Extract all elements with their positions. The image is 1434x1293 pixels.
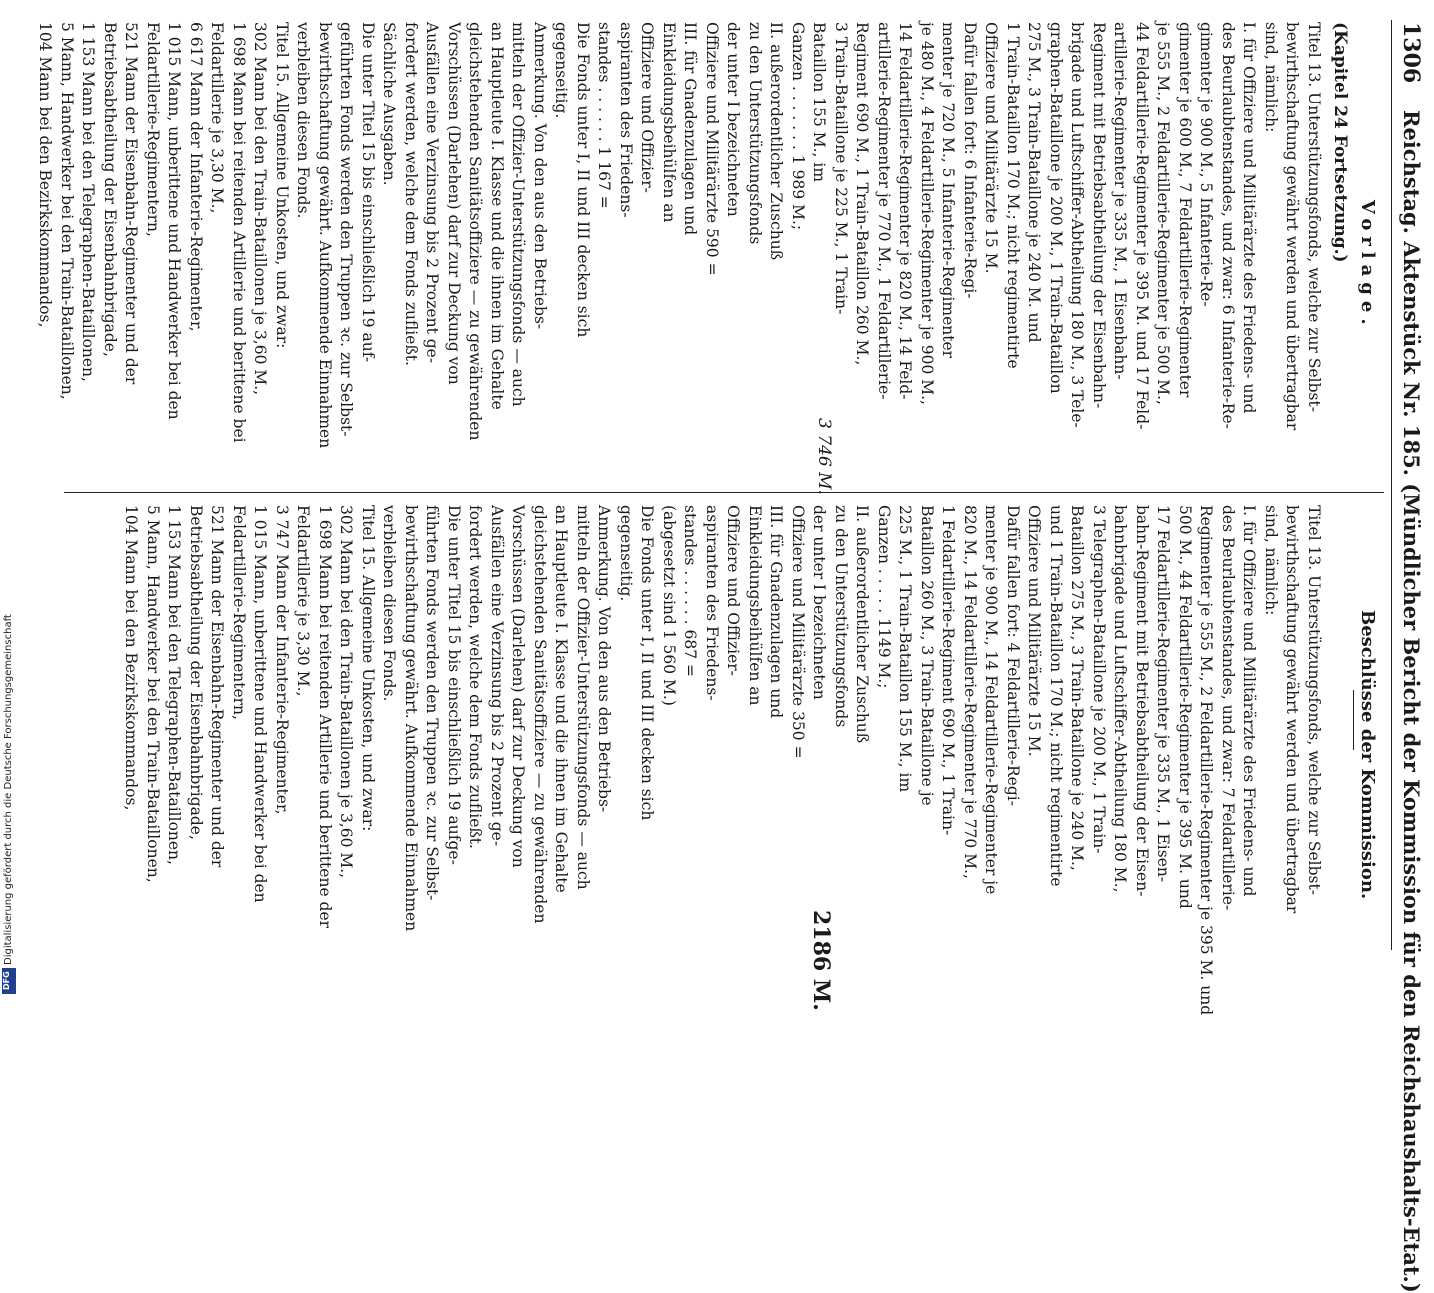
left-body-line: 275 M., 3 Train-Bataillone je 240 M. und xyxy=(1025,22,1044,343)
left-body-line: Offiziere und Militärärzte 590 = xyxy=(703,22,721,276)
page-number: 1306 xyxy=(1398,22,1424,84)
header-rule xyxy=(1391,20,1392,950)
right-body-line: Titel 15. Allgemeine Unkosten, und zwar: xyxy=(359,505,377,832)
left-body-line: bewirthschaftung gewährt werden und übertragbar xyxy=(1283,22,1302,431)
right-body-line: Die unter Titel 15 bis einschließlich 19 aufge- xyxy=(445,505,463,865)
left-body-line: 104 Mann bei den Bezirkskommandos, xyxy=(36,22,55,328)
right-body-line: Anmerkung. Von den aus den Betriebs- xyxy=(595,505,614,813)
left-body-line: Feldartillerie-Regimentern, xyxy=(144,22,162,237)
left-body-line: Anmerkung. Von den aus den Betriebs- xyxy=(531,22,549,330)
right-body-line: fordert werden, welche dem Fonds zufließt. xyxy=(466,505,485,849)
right-body-line: des Beurlaubtenstandes, und zwar: 7 Feldartillerie- xyxy=(1219,505,1237,911)
left-body-line: 1 015 Mann, unberittene und Handwerker bei den xyxy=(165,22,184,420)
footer-credit-strip xyxy=(0,0,18,1000)
right-body-line: 1 153 Mann bei den Telegraphen-Bataillonen, xyxy=(165,505,184,865)
left-body-line: menter je 720 M., 5 Infanterie-Regimenter xyxy=(939,22,958,359)
left-body-line: gegenseitig. xyxy=(552,22,571,119)
right-body-line: 3 747 Mann der Infanterie-Regimenter, xyxy=(273,505,291,815)
right-body-line: verbleiben diesen Fonds. xyxy=(380,505,399,702)
dfg-logo: DFG xyxy=(2,968,16,994)
right-body-line: 500 M., 44 Feldartillerie-Regimenter je 395 M. und xyxy=(1176,505,1194,909)
left-body-line: fordert werden, welche dem Fonds zufließt. xyxy=(402,22,420,366)
left-body-line: der unter I bezeichneten xyxy=(724,22,743,217)
left-body-line: III. für Gnadenzulagen und xyxy=(681,22,700,236)
right-body-line: menter je 900 M., 14 Feldartillerie-Regimenter je xyxy=(982,505,1001,895)
right-body-line: Die Fonds unter I, II und III decken sich xyxy=(638,505,657,821)
right-body-line: 3 Telegraphen-Bataillone je 200 M., 1 Train- xyxy=(1090,505,1108,854)
right-body-line: I. für Offiziere und Militärärzte des Friedens- und xyxy=(1240,505,1259,897)
right-body-line: (abgesetzt sind 1 560 M.) xyxy=(660,505,678,706)
right-body-line: mitteln der Offizier-Unterstützungsfonds — auch xyxy=(574,505,592,890)
left-body-line: bewirthschaftung gewährt. Aufkommende Einnahmen xyxy=(316,22,334,449)
left-body-line: Ganzen . . . . . . . 1 989 M.; xyxy=(789,22,807,231)
left-body-line: 14 Feldartillerie-Regimenter je 820 M., 14 Feld- xyxy=(896,22,915,400)
left-body-line: Titel 15. Allgemeine Unkosten, und zwar: xyxy=(273,22,291,349)
left-body-line: Regiment 690 M., 1 Train-Bataillon 260 M., xyxy=(853,22,872,366)
left-body-line: Regiment mit Betriebsabtheilung der Eisenbahn- xyxy=(1090,22,1108,409)
right-total: 2186 M. xyxy=(808,910,834,1011)
left-body-line: zu den Unterstützungsfonds xyxy=(746,22,764,245)
right-body-line: Bataillon 260 M., 3 Train-Bataillone je xyxy=(918,505,936,806)
left-total: 3 746 M. xyxy=(814,418,834,495)
left-body-line: Titel 13. Unterstützungsfonds, welche zur Selbst- xyxy=(1305,22,1323,412)
right-body-line: Offiziere und Militärärzte 350 = xyxy=(789,505,807,759)
right-body-line: Betriebsabtheilung der Eisenbahnbrigade, xyxy=(187,505,205,840)
left-body-line: Offiziere und Militärärzte 15 M. xyxy=(982,22,1001,274)
left-body-line: Betriebsabtheilung der Eisenbahnbrigade, xyxy=(101,22,119,357)
page-header-title: Reichstag. Aktenstück Nr. 185. (Mündlicher Bericht der Kommission für den Reichshaushalts-Etat.) xyxy=(1399,110,1424,1293)
right-body-line: bewirthschaftung gewährt. Aufkommende Einnahmen xyxy=(402,505,420,932)
left-body-line: 1 Train-Bataillon 170 M.; nicht regimentirte xyxy=(1004,22,1022,369)
left-body-line: sind, nämlich: xyxy=(1262,22,1280,133)
left-body-line: Sächliche Ausgaben. xyxy=(380,22,399,186)
right-body-line: Bataillon 275 M., 3 Train-Bataillone je 240 M., xyxy=(1068,505,1087,871)
right-body-line: und 1 Train-Bataillon 170 M.; nicht regimentirte xyxy=(1047,505,1065,887)
right-body-line: bahnbrigade und Luftschiffer-Abtheilung 180 M., xyxy=(1111,505,1130,893)
left-body-line: gleichstehenden Sanitätsoffiziere — zu gewährenden xyxy=(466,22,485,441)
left-body-line: 5 Mann, Handwerker bei den Train-Bataillonen, xyxy=(58,22,76,400)
right-body-line: 1 015 Mann, unberittene und Handwerker bei den xyxy=(251,505,270,903)
left-body-line: standes . . . . . . 1 167 = xyxy=(595,22,614,209)
right-body-line: 104 Mann bei den Bezirkskommandos, xyxy=(122,505,141,811)
right-body-line: Feldartillerie je 3,30 M., xyxy=(294,505,313,697)
left-body-line: 3 Train-Bataillone je 225 M., 1 Train- xyxy=(832,22,850,315)
left-body-line: 1 698 Mann bei reitenden Artillerie und berittene bei xyxy=(230,22,248,443)
left-body-line: Ausfällen eine Verzinsung bis 2 Prozent ge- xyxy=(423,22,442,364)
right-body-line: 225 M., 1 Train-Bataillon 155 M., im xyxy=(896,505,915,793)
right-body-line: standes . . . . . . 687 = xyxy=(681,505,700,678)
left-body-line: 521 Mann der Eisenbahn-Regimenter und der xyxy=(122,22,141,385)
right-body-line: 5 Mann, Handwerker bei den Train-Bataillonen, xyxy=(144,505,162,883)
right-body-line: sind, nämlich: xyxy=(1262,505,1280,616)
right-body-line: II. außerordentlicher Zuschuß xyxy=(853,505,872,744)
right-body-line: Offiziere und Militärärzte 15 M. xyxy=(1025,505,1044,757)
left-body-line: verbleiben diesen Fonds. xyxy=(294,22,313,219)
left-body-line: brigade und Luftschiffer-Abtheilung 180 M., 3 Tele- xyxy=(1068,22,1087,428)
right-body-line: der unter I bezeichneten xyxy=(810,505,829,700)
left-body-line: je 555 M., 2 Feldartillerie-Regimenter je 500 M., xyxy=(1154,22,1173,405)
left-body-line: Die Fonds unter I, II und III decken sich xyxy=(574,22,592,338)
right-body-line: bahn-Regiment mit Betriebsabtheilung der Eisen- xyxy=(1133,505,1151,897)
left-body-line: I. für Offiziere und Militärärzte des Friedens- und xyxy=(1240,22,1259,414)
left-body-line: Dafür fallen fort: 6 Infanterie-Regi- xyxy=(961,22,979,299)
left-body-line: Vorschüssen (Darlehen) darf zur Deckung von xyxy=(445,22,463,385)
right-body-line: 820 M., 14 Feldartillerie-Regimenter je 770 M., xyxy=(961,505,979,879)
right-heading: Beschlüsse der Kommission. xyxy=(1357,610,1378,900)
right-heading-underline xyxy=(1353,690,1354,750)
right-body-line: zu den Unterstützungsfonds xyxy=(832,505,850,728)
left-body-line: mitteln der Offizier-Unterstützungsfonds — auch xyxy=(509,22,528,407)
left-body-line: Die unter Titel 15 bis einschließlich 19 auf- xyxy=(359,22,377,363)
right-body-line: Feldartillerie-Regimentern, xyxy=(230,505,248,720)
left-heading: Vorlage. xyxy=(1357,200,1378,331)
left-body-line: II. außerordentlicher Zuschuß xyxy=(767,22,786,261)
left-body-line: des Beurlaubtenstandes, und zwar: 6 Infanterie-Re- xyxy=(1219,22,1237,429)
left-body-line: Bataillon 155 M., im xyxy=(810,22,829,183)
left-body-line: je 480 M., 4 Feldartillerie-Regimenter je 900 M., xyxy=(918,22,936,405)
left-body-line: gimenter je 900 M., 5 Infanterie-Re- xyxy=(1197,22,1216,307)
left-body-line: 6 617 Mann der Infanterie-Regimenter, xyxy=(187,22,205,332)
left-body-line: artillerie-Regimenter je 335 M., 1 Eisenbahn- xyxy=(1111,22,1130,380)
footer-credit-text: Digitalisierung gefördert durch die Deutsche Forschungsgemeinschaft xyxy=(3,614,14,965)
right-body-line: 521 Mann der Eisenbahn-Regimenter und der xyxy=(208,505,227,868)
right-body-line: Ausfällen eine Verzinsung bis 2 Prozent ge- xyxy=(488,505,506,847)
chapter-label: (Kapitel 24 Fortsetzung.) xyxy=(1330,22,1350,263)
left-body-line: Einkleidungsbeihülfen an xyxy=(660,22,678,223)
left-body-line: artillerie-Regimenter je 770 M., 1 Feldartillerie- xyxy=(875,22,893,400)
left-body-line: 302 Mann bei den Train-Bataillonen je 3,60 M., xyxy=(251,22,270,396)
left-body-line: gimenter je 600 M., 7 Feldartillerie-Regimenter xyxy=(1176,22,1194,398)
right-body-line: 1 698 Mann bei reitenden Artillerie und berittene der xyxy=(316,505,334,929)
right-body-line: aspiranten des Friedens- xyxy=(703,505,721,701)
column-divider xyxy=(64,492,1384,493)
right-body-line: Einkleidungsbeihülfen an xyxy=(746,505,764,706)
right-body-line: Regimenter je 555 M., 2 Feldartillerie-Regimenter je 395 M. und xyxy=(1197,505,1216,1016)
right-body-line: 17 Feldartillerie-Regimenter je 335 M., 1 Eisen- xyxy=(1154,505,1173,883)
left-body-line: 1 153 Mann bei den Telegraphen-Bataillonen, xyxy=(79,22,98,382)
right-body-line: 302 Mann bei den Train-Bataillonen je 3,60 M., xyxy=(337,505,356,879)
right-body-line: gegenseitig. xyxy=(617,505,635,602)
right-body-line: gleichstehenden Sanitätsoffiziere — zu gewährenden xyxy=(531,505,549,924)
right-body-line: Ganzen . . . . . 1149 M.; xyxy=(875,505,893,689)
left-body-line: Feldartillerie je 3,30 M., xyxy=(208,22,227,214)
right-body-line: Vorschüssen (Darlehen) darf zur Deckung von xyxy=(509,505,528,868)
right-body-line: an Hauptleute I. Klasse und die ihnen im Gehalte xyxy=(552,505,571,893)
right-body-line: bewirthschaftung gewährt werden und übertragbar xyxy=(1283,505,1302,914)
left-body-line: graphen-Bataillone je 200 M., 1 Train-Bataillon xyxy=(1047,22,1065,394)
left-body-line: Offiziere und Offizier- xyxy=(638,22,657,193)
right-body-line: führten Fonds werden den Truppen ꝛc. zur Selbst- xyxy=(423,505,442,901)
left-body-line: an Hauptleute I. Klasse und die ihnen im Gehalte xyxy=(488,22,506,410)
right-body-line: III. für Gnadenzulagen und xyxy=(767,505,786,719)
right-body-line: 1 Feldartillerie-Regiment 690 M., 1 Train- xyxy=(939,505,958,836)
left-body-line: 44 Feldartillerie-Regimenter je 395 M. und 17 Feld- xyxy=(1133,22,1151,430)
left-body-line: geführten Fonds werden den Truppen ꝛc. zur Selbst- xyxy=(337,22,356,437)
right-body-line: Dafür fallen fort: 4 Feldartillerie-Regi- xyxy=(1004,505,1022,806)
right-body-line: Offiziere und Offizier- xyxy=(724,505,743,676)
right-body-line: Titel 13. Unterstützungsfonds, welche zur Selbst- xyxy=(1305,505,1323,895)
left-body-line: aspiranten des Friedens- xyxy=(617,22,635,218)
